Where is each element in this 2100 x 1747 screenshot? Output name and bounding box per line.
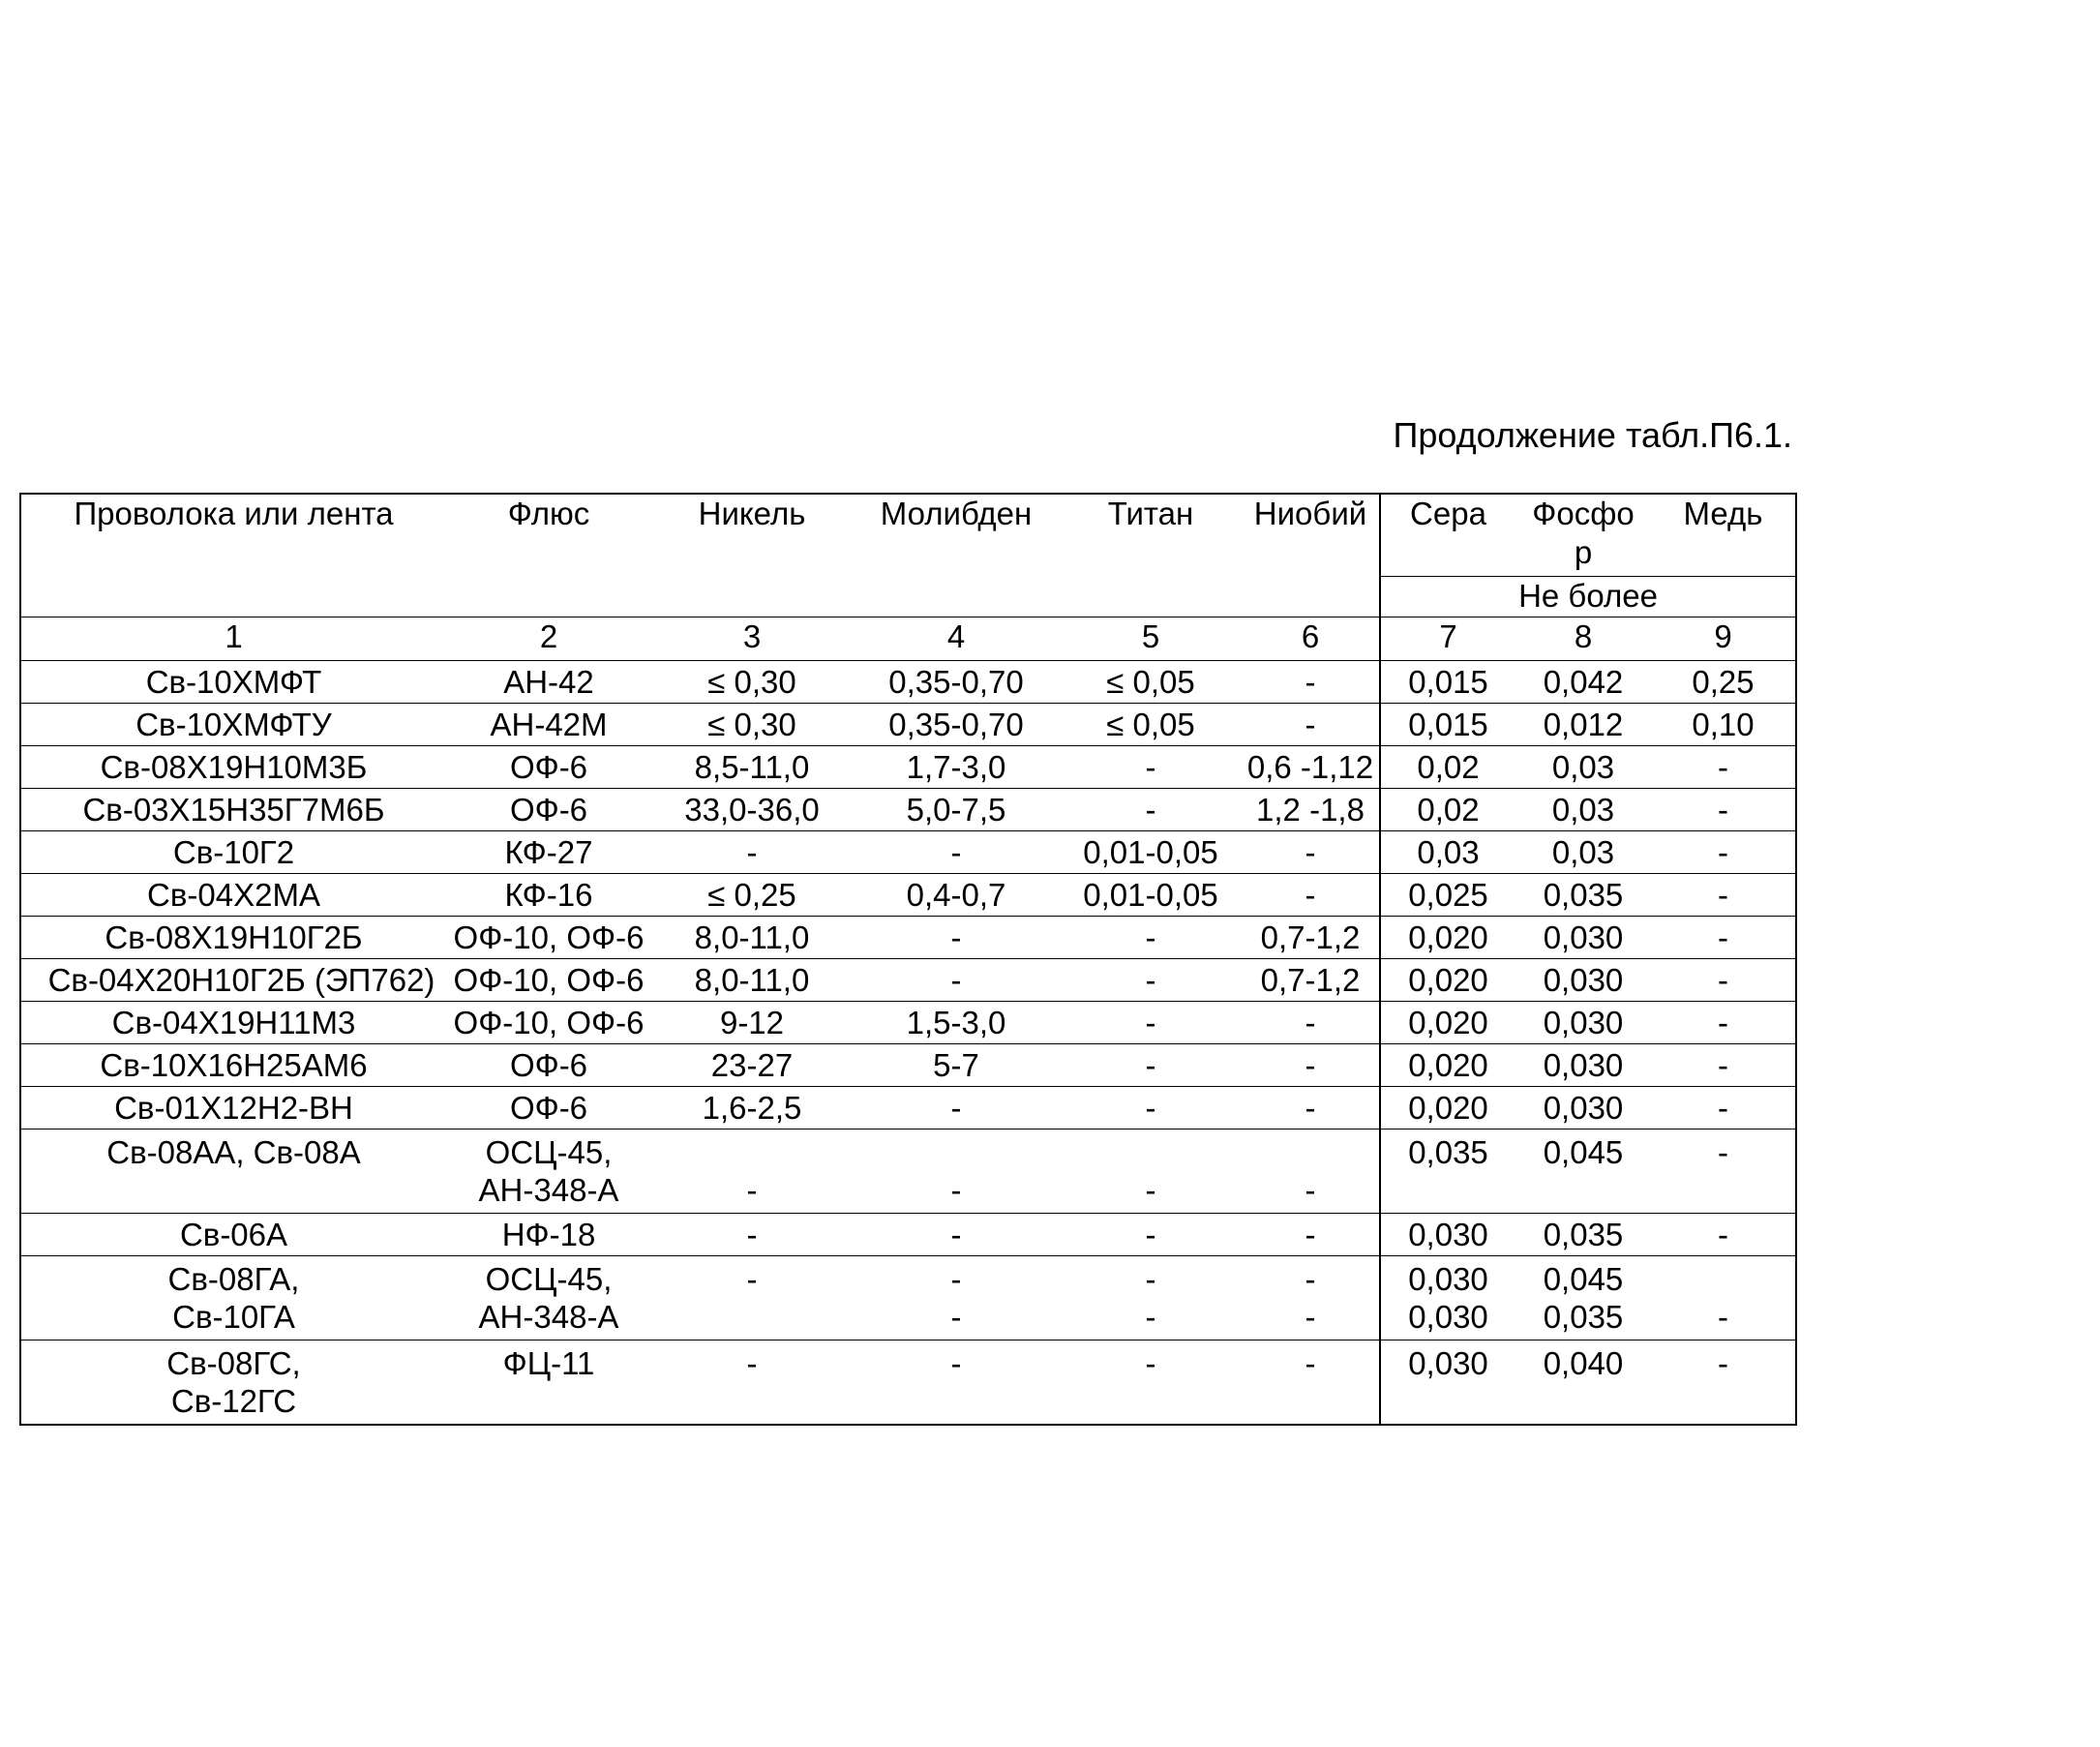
molybdenum-cell: 5,0-7,5 xyxy=(853,788,1060,830)
titanium-cell: ≤ 0,05 xyxy=(1060,703,1242,745)
sulfur-cell: 0,020 xyxy=(1380,1001,1515,1043)
steel-wire-composition-table xyxy=(19,493,1797,1426)
copper-cell: - xyxy=(1651,1255,1796,1340)
column-numbers-row xyxy=(20,617,1796,660)
flux-cell xyxy=(446,1129,651,1213)
header-nickel: Никель xyxy=(651,494,853,617)
column-number-6: 6 xyxy=(1242,617,1380,660)
wire-cell: Св-04Х19Н11М3 xyxy=(20,1001,446,1043)
copper-cell: 0,10 xyxy=(1651,703,1796,745)
wire-cell: Св-01Х12Н2-ВН xyxy=(20,1086,446,1129)
phosphorus-cell: 0,012 xyxy=(1515,703,1651,745)
titanium-cell: - xyxy=(1060,1086,1242,1129)
sulfur-cell: 0,020 xyxy=(1380,916,1515,958)
header-molybdenum: Молибден xyxy=(853,494,1060,617)
header-copper: Медь xyxy=(1651,494,1796,576)
column-number-1: 1 xyxy=(20,617,446,660)
column-number-5: 5 xyxy=(1060,617,1242,660)
molybdenum-cell: - xyxy=(853,1086,1060,1129)
column-number-9: 9 xyxy=(1651,617,1796,660)
nickel-cell: ≤ 0,25 xyxy=(651,873,853,916)
nickel-cell: ≤ 0,30 xyxy=(651,660,853,703)
copper-cell: - xyxy=(1651,916,1796,958)
sulfur-cell: 0,025 xyxy=(1380,873,1515,916)
titanium-cell: - xyxy=(1060,788,1242,830)
niobium-cell: - xyxy=(1242,1129,1380,1213)
sulfur-cell: 0,020 xyxy=(1380,1043,1515,1086)
copper-cell: - xyxy=(1651,745,1796,788)
copper-cell: - xyxy=(1651,1340,1796,1425)
phosphorus-cell: 0,042 xyxy=(1515,660,1651,703)
wire-cell xyxy=(20,1340,446,1425)
titanium-cell: - xyxy=(1060,1213,1242,1255)
phosphorus-cell: 0,030 xyxy=(1515,958,1651,1001)
wire-line: Св-10ГА xyxy=(172,1298,295,1335)
copper-cell: - xyxy=(1651,1001,1796,1043)
wire-cell: Св-10ХМФТУ xyxy=(20,703,446,745)
niobium-cell: - xyxy=(1242,1340,1380,1425)
titanium-line: - xyxy=(1145,1260,1156,1297)
header-not-more-than: Не более xyxy=(1380,576,1796,617)
flux-cell: ФЦ-11 xyxy=(446,1340,651,1425)
sulfur-cell: 0,035 xyxy=(1380,1129,1515,1213)
flux-cell: НФ-18 xyxy=(446,1213,651,1255)
niobium-cell: - xyxy=(1242,830,1380,873)
molybdenum-cell: 5-7 xyxy=(853,1043,1060,1086)
titanium-cell: - xyxy=(1060,916,1242,958)
flux-line: ОСЦ-45, xyxy=(485,1133,613,1170)
phosphorus-cell: 0,03 xyxy=(1515,745,1651,788)
flux-cell: ОФ-6 xyxy=(446,788,651,830)
phosphorus-line: 0,045 xyxy=(1543,1260,1624,1297)
nickel-cell: - xyxy=(651,1340,853,1425)
flux-cell: ОФ-6 xyxy=(446,745,651,788)
niobium-cell: 0,6 -1,12 xyxy=(1242,745,1380,788)
titanium-cell: - xyxy=(1060,1129,1242,1213)
header-sulfur: Сера xyxy=(1380,494,1515,576)
sulfur-cell: 0,020 xyxy=(1380,1086,1515,1129)
molybdenum-cell: 0,4-0,7 xyxy=(853,873,1060,916)
table-row xyxy=(20,1129,1796,1213)
wire-cell: Св-08АА, Св-08А xyxy=(20,1129,446,1213)
niobium-line: - xyxy=(1305,1298,1316,1335)
table-row xyxy=(20,1213,1796,1255)
titanium-cell: ≤ 0,05 xyxy=(1060,660,1242,703)
nickel-cell: - xyxy=(651,1213,853,1255)
niobium-cell xyxy=(1242,1255,1380,1340)
copper-cell: - xyxy=(1651,873,1796,916)
flux-cell: ОФ-10, ОФ-6 xyxy=(446,958,651,1001)
phosphorus-cell: 0,03 xyxy=(1515,788,1651,830)
column-number-7: 7 xyxy=(1380,617,1515,660)
copper-cell: - xyxy=(1651,830,1796,873)
table-row xyxy=(20,745,1796,788)
table-row xyxy=(20,1340,1796,1425)
molybdenum-cell: - xyxy=(853,1129,1060,1213)
nickel-cell: 33,0-36,0 xyxy=(651,788,853,830)
wire-line: Св-08ГА, xyxy=(167,1260,300,1297)
table-row xyxy=(20,1255,1796,1340)
phosphorus-cell: 0,030 xyxy=(1515,916,1651,958)
sulfur-cell: 0,015 xyxy=(1380,703,1515,745)
wire-line: Св-08ГС, xyxy=(166,1344,301,1381)
copper-cell: - xyxy=(1651,1129,1796,1213)
table-row xyxy=(20,788,1796,830)
table-row xyxy=(20,873,1796,916)
nickel-cell: 8,0-11,0 xyxy=(651,916,853,958)
sulfur-cell: 0,030 xyxy=(1380,1213,1515,1255)
titanium-cell: - xyxy=(1060,745,1242,788)
nickel-cell: - xyxy=(651,1255,853,1340)
copper-cell: - xyxy=(1651,1086,1796,1129)
molybdenum-cell xyxy=(853,1255,1060,1340)
flux-cell: ОФ-10, ОФ-6 xyxy=(446,1001,651,1043)
niobium-line: - xyxy=(1305,1260,1316,1297)
header-phosphorus-label: Фосфор xyxy=(1532,496,1635,570)
table-row xyxy=(20,1001,1796,1043)
phosphorus-cell xyxy=(1515,1255,1651,1340)
table-row xyxy=(20,830,1796,873)
molybdenum-line: - xyxy=(950,1260,962,1297)
molybdenum-cell: 0,35-0,70 xyxy=(853,703,1060,745)
wire-cell: Св-08Х19Н10М3Б xyxy=(20,745,446,788)
column-number-2: 2 xyxy=(446,617,651,660)
header-titanium: Титан xyxy=(1060,494,1242,617)
phosphorus-cell: 0,035 xyxy=(1515,873,1651,916)
column-number-3: 3 xyxy=(651,617,853,660)
flux-line: ОСЦ-45, xyxy=(485,1260,613,1297)
titanium-cell: - xyxy=(1060,1001,1242,1043)
niobium-cell: 1,2 -1,8 xyxy=(1242,788,1380,830)
niobium-cell: 0,7-1,2 xyxy=(1242,958,1380,1001)
wire-cell: Св-06А xyxy=(20,1213,446,1255)
niobium-cell: - xyxy=(1242,1086,1380,1129)
niobium-cell: - xyxy=(1242,660,1380,703)
sulfur-line: 0,030 xyxy=(1408,1260,1488,1297)
sulfur-cell xyxy=(1380,1255,1515,1340)
phosphorus-cell: 0,030 xyxy=(1515,1001,1651,1043)
sulfur-line: 0,030 xyxy=(1408,1298,1488,1335)
wire-cell: Св-04Х2МА xyxy=(20,873,446,916)
flux-cell: ОФ-6 xyxy=(446,1086,651,1129)
table-row xyxy=(20,958,1796,1001)
niobium-cell: - xyxy=(1242,1213,1380,1255)
molybdenum-cell: 0,35-0,70 xyxy=(853,660,1060,703)
wire-cell xyxy=(20,1255,446,1340)
wire-line: Св-12ГС xyxy=(170,1382,297,1419)
phosphorus-cell: 0,040 xyxy=(1515,1340,1651,1425)
phosphorus-cell: 0,045 xyxy=(1515,1129,1651,1213)
wire-cell: Св-10Г2 xyxy=(20,830,446,873)
niobium-cell: - xyxy=(1242,873,1380,916)
niobium-cell: - xyxy=(1242,1043,1380,1086)
titanium-cell: - xyxy=(1060,1340,1242,1425)
sulfur-cell: 0,02 xyxy=(1380,745,1515,788)
header-phosphorus xyxy=(1515,494,1651,576)
nickel-cell: 23-27 xyxy=(651,1043,853,1086)
phosphorus-cell: 0,030 xyxy=(1515,1043,1651,1086)
header-wire: Проволока или лента xyxy=(20,494,446,617)
nickel-cell: - xyxy=(651,830,853,873)
titanium-cell: - xyxy=(1060,1043,1242,1086)
nickel-cell: ≤ 0,30 xyxy=(651,703,853,745)
sulfur-cell: 0,03 xyxy=(1380,830,1515,873)
niobium-cell: - xyxy=(1242,703,1380,745)
wire-cell: Св-10Х16Н25АМ6 xyxy=(20,1043,446,1086)
copper-cell: - xyxy=(1651,788,1796,830)
copper-cell: - xyxy=(1651,1043,1796,1086)
titanium-cell xyxy=(1060,1255,1242,1340)
table-row xyxy=(20,916,1796,958)
molybdenum-cell: 1,7-3,0 xyxy=(853,745,1060,788)
header-flux: Флюс xyxy=(446,494,651,617)
table-row xyxy=(20,1043,1796,1086)
titanium-cell: 0,01-0,05 xyxy=(1060,830,1242,873)
phosphorus-cell: 0,030 xyxy=(1515,1086,1651,1129)
flux-cell: КФ-27 xyxy=(446,830,651,873)
table-row xyxy=(20,1086,1796,1129)
flux-cell: ОФ-6 xyxy=(446,1043,651,1086)
molybdenum-cell: - xyxy=(853,1340,1060,1425)
molybdenum-line: - xyxy=(950,1298,962,1335)
column-number-4: 4 xyxy=(853,617,1060,660)
wire-cell: Св-08Х19Н10Г2Б xyxy=(20,916,446,958)
nickel-cell: - xyxy=(651,1129,853,1213)
molybdenum-cell: - xyxy=(853,830,1060,873)
nickel-cell: 1,6-2,5 xyxy=(651,1086,853,1129)
flux-cell: ОФ-10, ОФ-6 xyxy=(446,916,651,958)
molybdenum-cell: 1,5-3,0 xyxy=(853,1001,1060,1043)
wire-cell: Св-10ХМФТ xyxy=(20,660,446,703)
flux-cell xyxy=(446,1255,651,1340)
molybdenum-cell: - xyxy=(853,916,1060,958)
wire-cell: Св-04Х20Н10Г2Б (ЭП762) xyxy=(20,958,446,1001)
sulfur-cell: 0,02 xyxy=(1380,788,1515,830)
sulfur-cell: 0,020 xyxy=(1380,958,1515,1001)
wire-cell: Св-03Х15Н35Г7М6Б xyxy=(20,788,446,830)
header-niobium: Ниобий xyxy=(1242,494,1380,617)
nickel-cell: 8,5-11,0 xyxy=(651,745,853,788)
header-row xyxy=(20,494,1796,576)
flux-cell: АН-42 xyxy=(446,660,651,703)
titanium-cell: - xyxy=(1060,958,1242,1001)
flux-line: АН-348-А xyxy=(478,1298,619,1335)
molybdenum-cell: - xyxy=(853,958,1060,1001)
copper-cell: - xyxy=(1651,958,1796,1001)
titanium-cell: 0,01-0,05 xyxy=(1060,873,1242,916)
molybdenum-cell: - xyxy=(853,1213,1060,1255)
niobium-cell: - xyxy=(1242,1001,1380,1043)
table-row xyxy=(20,660,1796,703)
titanium-line: - xyxy=(1145,1298,1156,1335)
flux-cell: КФ-16 xyxy=(446,873,651,916)
sulfur-cell: 0,030 xyxy=(1380,1340,1515,1425)
sulfur-cell: 0,015 xyxy=(1380,660,1515,703)
niobium-cell: 0,7-1,2 xyxy=(1242,916,1380,958)
flux-cell: АН-42М xyxy=(446,703,651,745)
table-caption: Продолжение табл.П6.1. xyxy=(1393,415,1792,455)
copper-cell: 0,25 xyxy=(1651,660,1796,703)
copper-cell: - xyxy=(1651,1213,1796,1255)
nickel-cell: 9-12 xyxy=(651,1001,853,1043)
column-number-8: 8 xyxy=(1515,617,1651,660)
phosphorus-line: 0,035 xyxy=(1543,1298,1624,1335)
flux-line: АН-348-А xyxy=(478,1171,619,1208)
nickel-cell: 8,0-11,0 xyxy=(651,958,853,1001)
phosphorus-cell: 0,035 xyxy=(1515,1213,1651,1255)
table-row xyxy=(20,703,1796,745)
phosphorus-cell: 0,03 xyxy=(1515,830,1651,873)
